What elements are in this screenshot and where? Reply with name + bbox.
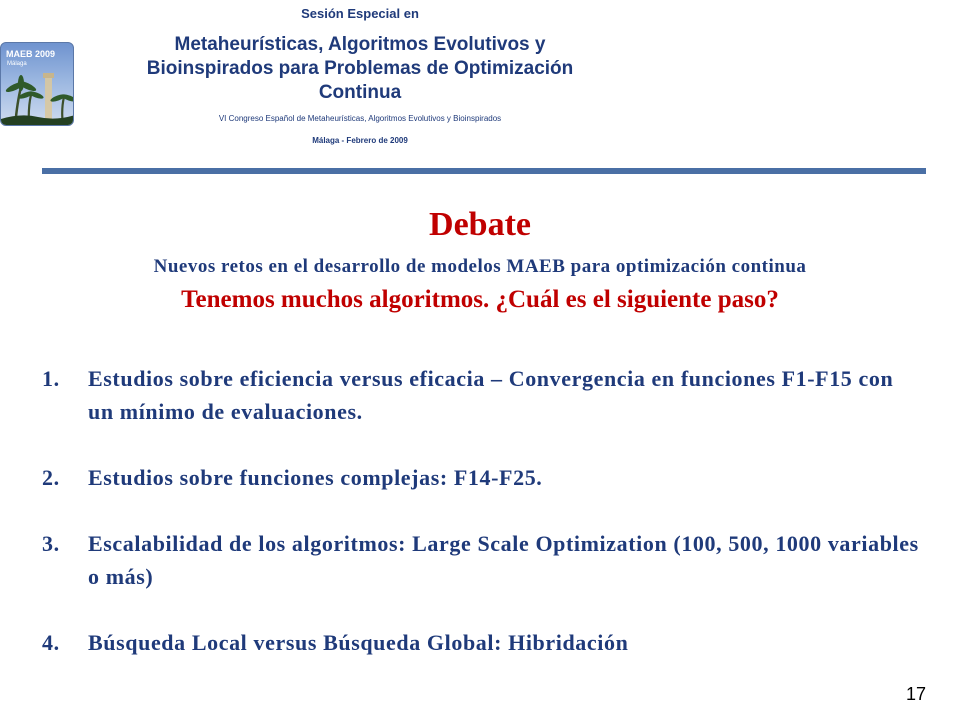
- logo-title: MAEB 2009: [6, 49, 56, 59]
- list-item: [42, 626, 922, 659]
- list-item: [42, 527, 922, 593]
- session-title-line: Bioinspirados para Problemas de Optimización: [146, 58, 574, 79]
- list-item-number: 3.: [42, 531, 60, 556]
- logo-city: Málaga: [7, 61, 27, 67]
- list-item-text: Estudios sobre eficiencia versus eficacia – Convergencia en funciones F1-F15 con un mínimo de evaluaciones.: [88, 366, 894, 424]
- key-question: Tenemos muchos algoritmos. ¿Cuál es el siguiente paso?: [181, 286, 779, 313]
- page-title: Debate: [429, 206, 531, 243]
- list-item-number: 2.: [42, 465, 60, 490]
- header-divider: [42, 168, 926, 174]
- session-title-line: Metaheurísticas, Algoritmos Evolutivos y: [174, 34, 546, 55]
- list-item-number: 1.: [42, 366, 60, 391]
- congress-date: Málaga - Febrero de 2009: [312, 136, 408, 145]
- session-title: [90, 33, 630, 105]
- list-item: [42, 461, 922, 494]
- session-label: Sesión Especial en: [301, 6, 419, 21]
- list-item-text: Búsqueda Local versus Búsqueda Global: Hibridación: [88, 630, 629, 655]
- list-item: [42, 362, 922, 428]
- congress-name: VI Congreso Español de Metaheurísticas, Algoritmos Evolutivos y Bioinspirados: [218, 114, 502, 123]
- list-item-text: Escalabilidad de los algoritmos: Large Scale Optimization (100, 500, 1000 variables o más): [88, 531, 919, 589]
- page-number: 17: [905, 684, 926, 704]
- list-item-number: 4.: [42, 630, 60, 655]
- page-subtitle: Nuevos retos en el desarrollo de modelos MAEB para optimización continua: [153, 256, 807, 277]
- list-item-text: Estudios sobre funciones complejas: F14-F25.: [88, 465, 543, 490]
- maeb-logo: [0, 42, 74, 126]
- discussion-points: [42, 362, 922, 692]
- session-title-line: Continua: [318, 82, 402, 103]
